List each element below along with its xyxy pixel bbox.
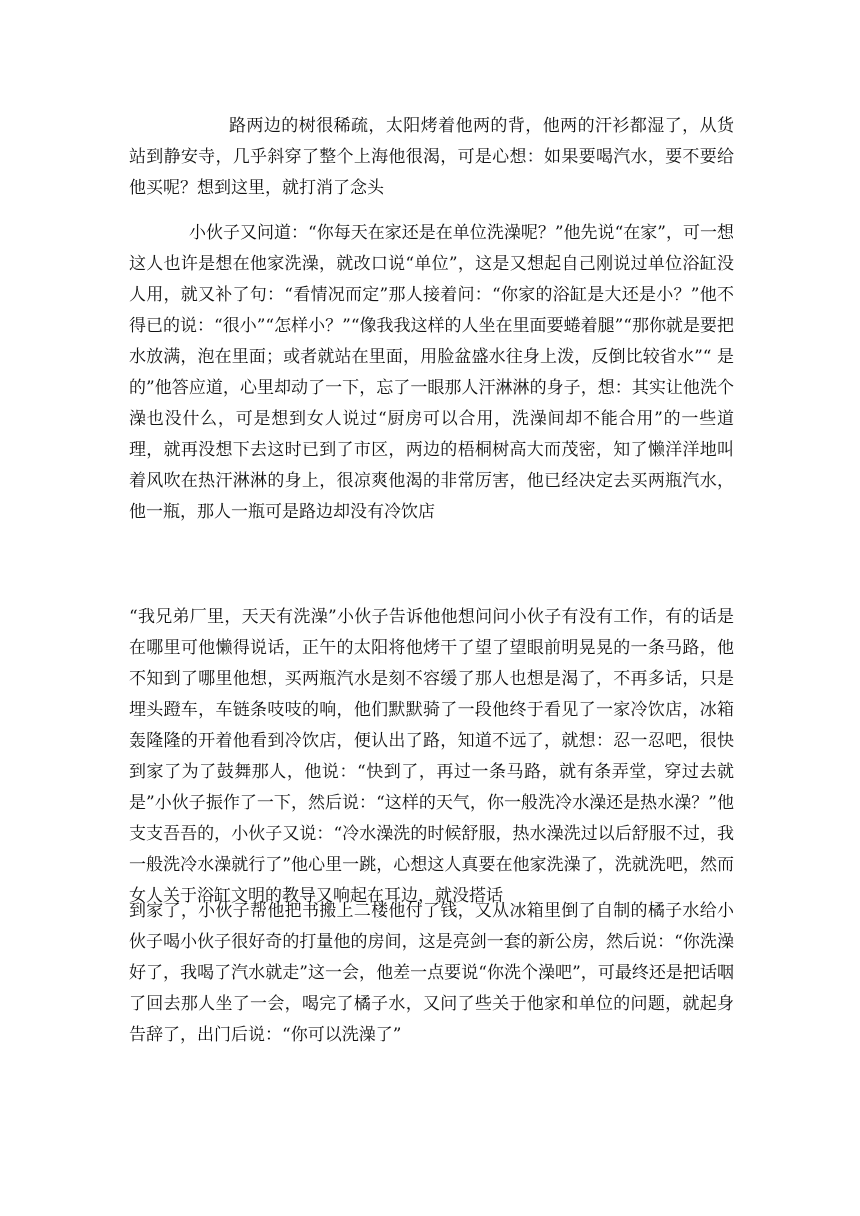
- paragraph-1: 路两边的树很稀疏，太阳烤着他两的背，他两的汗衫都湿了，从货站到静安寺，几乎斜穿了整个上海他很渴，可是心想：如果要喝汽水，要不要给他买呢？想到这里，就打消了念头: [129, 116, 734, 198]
- paragraph-3: “我兄弟厂里，天天有洗澡”小伙子告诉他他想问问小伙子有没有工作，有的话是在哪里可他懒得说话，正午的太阳将他烤干了望了望眼前明晃晃的一条马路，他不知到了哪里他想，买两瓶汽水是刻不容缓了那人也想是渴了，不再多话，只是埋头蹬车，车链条吱吱的响，他们默默骑了一段他终于看见了一家冷饮店，冰箱轰隆隆的开着他看到冷饮店，便认出了路，知道不远了，就想：忍一忍吧，很快到家了为了鼓舞那人，他说：“快到了，再过一条马路，就有条弄堂，穿过去就是”小伙子振作了一下，然后说：“这样的天气，你一般洗冷水澡还是热水澡？”他支支吾吾的，小伙子又说：“冷水澡洗的时候舒服，热水澡洗过以后舒服不过，我一般洗冷水澡就行了”他心里一跳，心想这人真要在他家洗澡了，洗就洗吧，然而女人关于浴缸文明的教导又响起在耳边，就没搭话: [129, 607, 734, 906]
- paragraph-2: 小伙子又问道：“你每天在家还是在单位洗澡呢？”他先说“在家”，可一想这人也许是想在他家洗澡，就改口说“单位”，这是又想起自己刚说过单位浴缸没人用，就又补了句：“看情况而定”那人接着问：“你家的浴缸是大还是小？”他不得已的说：“很小”“怎样小？”“像我我这样的人坐在里面要蜷着腿”“那你就是要把水放满，泡在里面；或者就站在里面，用脸盆盛水往身上泼，反倒比较省水”“ 是的”他答应道，心里却动了一下，忘了一眼那人汗淋淋的身子，想：其实让他洗个澡也没什么，可是想到女人说过“厨房可以合用，洗澡间却不能合用”的一些道理，就再没想下去这时已到了市区，两边的梧桐树高大而茂密，知了懒洋洋地叫着风吹在热汗淋淋的身上，很凉爽他渴的非常厉害，他已经决定去买两瓶汽水，他一瓶，那人一瓶可是路边却没有冷饮店: [129, 223, 734, 522]
- paragraph-4: 到家了，小伙子帮他把书搬上二楼他付了钱，又从冰箱里倒了自制的橘子水给小伙子喝小伙子很好奇的打量他的房间，这是亮剑一套的新公房，然后说：“你洗澡好了，我喝了汽水就走”这一会，他差一点要说“你洗个澡吧”，可最终还是把话咽了回去那人坐了一会，喝完了橘子水，又问了些关于他家和单位的问题，就起身告辞了，出门后说：“你可以洗澡了”: [129, 901, 734, 1045]
